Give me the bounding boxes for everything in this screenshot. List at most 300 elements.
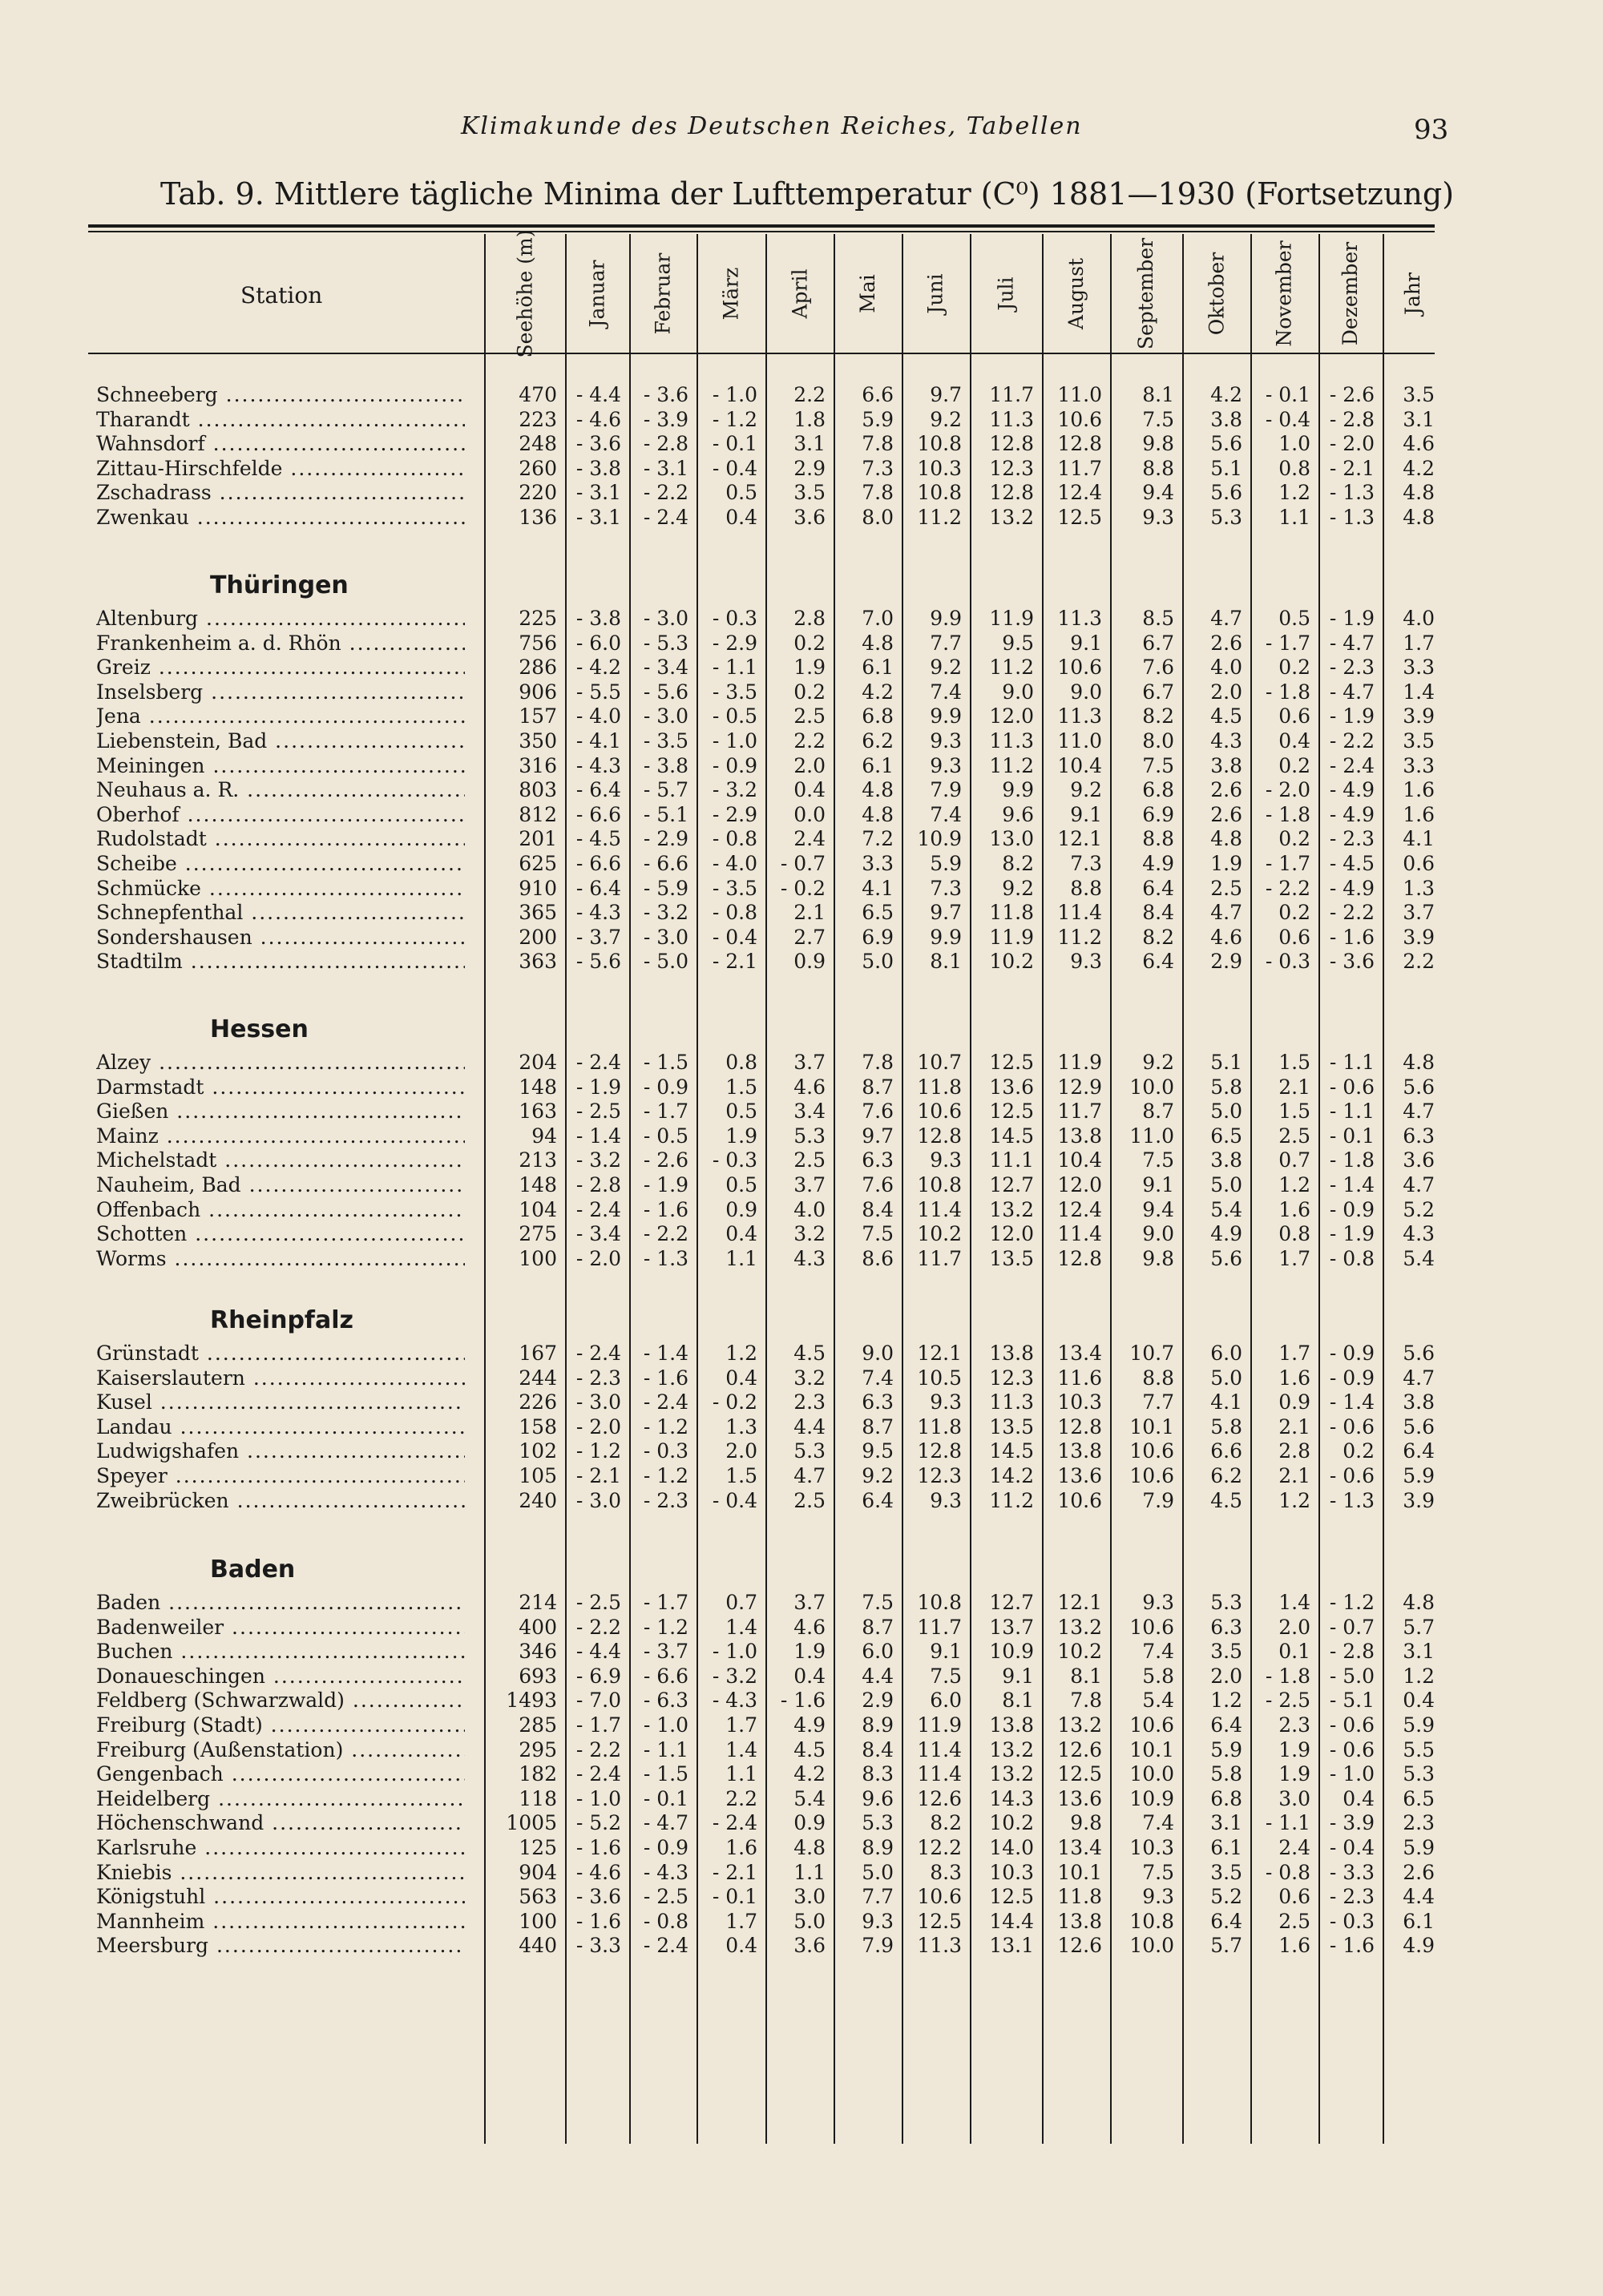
elevation-cell: 248 — [519, 432, 557, 456]
temperature-cell: 13.2 — [1057, 1615, 1102, 1639]
group-heading: Thüringen — [210, 571, 349, 599]
temperature-cell: - 3.7 — [575, 925, 621, 949]
elevation-cell: 906 — [519, 680, 557, 704]
running-head: Klimakunde des Deutschen Reiches, Tabellen — [461, 112, 1083, 140]
station-name: Nauheim, Bad ..... — [96, 1173, 465, 1196]
temperature-cell: 11.2 — [989, 1488, 1034, 1512]
temperature-cell: 13.2 — [989, 1197, 1034, 1221]
elevation-cell: 803 — [519, 778, 557, 802]
temperature-cell: - 1.4 — [575, 1124, 621, 1148]
temperature-cell: 10.6 — [1129, 1439, 1174, 1463]
temperature-cell: 6.9 — [1142, 802, 1174, 826]
temperature-cell: 9.6 — [862, 1786, 894, 1810]
temperature-cell: 4.2 — [862, 680, 894, 704]
temperature-cell: 11.8 — [917, 1075, 962, 1099]
annual-cell: 3.3 — [1403, 753, 1435, 777]
station-name: Altenburg ..... — [96, 607, 465, 630]
station-name: Kaiserslautern ..... — [96, 1366, 465, 1390]
temperature-cell: 4.4 — [862, 1664, 894, 1688]
station-name: Meiningen ..... — [96, 754, 465, 777]
temperature-cell: 0.8 — [1278, 1222, 1310, 1246]
table-row — [0, 1616, 1603, 1640]
temperature-cell: 7.6 — [862, 1173, 894, 1196]
temperature-cell: - 6.6 — [643, 1664, 688, 1688]
table-row — [0, 901, 1603, 925]
temperature-cell: 5.9 — [862, 407, 894, 431]
temperature-cell: 10.2 — [917, 1222, 962, 1246]
temperature-cell: - 0.4 — [712, 1488, 757, 1512]
temperature-cell: - 5.6 — [575, 950, 621, 974]
temperature-cell: 9.6 — [1002, 802, 1034, 826]
temperature-cell: - 0.1 — [712, 1885, 757, 1909]
station-name: Buchen ..... — [96, 1640, 465, 1663]
temperature-cell: 3.1 — [793, 432, 826, 456]
temperature-cell: - 1.9 — [1329, 1222, 1375, 1246]
annual-cell: 4.8 — [1403, 1591, 1435, 1614]
temperature-cell: - 2.5 — [1265, 1689, 1310, 1713]
temperature-cell: 8.2 — [1142, 704, 1174, 728]
temperature-cell: - 4.7 — [1329, 631, 1375, 655]
station-name: Feldberg (Schwarzwald) ..... — [96, 1689, 465, 1712]
annual-cell: 4.7 — [1403, 1100, 1435, 1124]
annual-cell: 6.5 — [1403, 1786, 1435, 1810]
temperature-cell: - 3.2 — [643, 901, 688, 925]
column-header-label: Oktober — [1205, 252, 1228, 335]
column-header — [1110, 234, 1182, 353]
temperature-cell: 6.7 — [1142, 631, 1174, 655]
annual-cell: 4.7 — [1403, 1366, 1435, 1390]
temperature-cell: 13.6 — [989, 1075, 1034, 1099]
temperature-cell: - 0.5 — [712, 704, 757, 728]
station-name: Grünstadt ..... — [96, 1342, 465, 1365]
temperature-cell: 3.0 — [1278, 1786, 1310, 1810]
temperature-cell: - 1.0 — [712, 1640, 757, 1664]
temperature-cell: - 7.0 — [575, 1689, 621, 1713]
temperature-cell: - 2.3 — [575, 1366, 621, 1390]
temperature-cell: 13.1 — [989, 1934, 1034, 1958]
table-row — [0, 1148, 1603, 1172]
temperature-cell: - 0.4 — [712, 456, 757, 480]
temperature-cell: 14.3 — [989, 1786, 1034, 1810]
annual-cell: 1.6 — [1403, 802, 1435, 826]
temperature-cell: - 0.3 — [712, 607, 757, 630]
temperature-cell: - 0.1 — [712, 432, 757, 456]
temperature-cell: 5.9 — [930, 852, 962, 875]
temperature-cell: - 2.2 — [575, 1737, 621, 1761]
temperature-cell: 0.6 — [1278, 704, 1310, 728]
table-row — [0, 1366, 1603, 1390]
temperature-cell: - 2.4 — [575, 1762, 621, 1786]
temperature-cell: 0.2 — [1278, 827, 1310, 851]
temperature-cell: 2.4 — [1278, 1836, 1310, 1859]
temperature-cell: 13.5 — [989, 1246, 1034, 1270]
column-header — [902, 234, 970, 353]
temperature-cell: 2.5 — [793, 704, 826, 728]
elevation-cell: 240 — [519, 1488, 557, 1512]
temperature-cell: 2.5 — [1278, 1909, 1310, 1933]
temperature-cell: - 0.7 — [780, 852, 826, 875]
elevation-cell: 260 — [519, 456, 557, 480]
temperature-cell: 4.0 — [793, 1197, 826, 1221]
temperature-cell: 7.5 — [930, 1664, 962, 1688]
temperature-cell: 2.0 — [793, 753, 826, 777]
temperature-cell: 8.4 — [862, 1737, 894, 1761]
station-name: Kniebis ..... — [96, 1861, 465, 1884]
temperature-cell: 12.8 — [917, 1439, 962, 1463]
station-name: Scheibe ..... — [96, 852, 465, 875]
temperature-cell: 0.9 — [793, 950, 826, 974]
temperature-cell: 11.3 — [989, 729, 1034, 753]
table-row — [0, 803, 1603, 827]
temperature-cell: - 2.4 — [712, 1811, 757, 1835]
temperature-cell: - 1.2 — [643, 1464, 688, 1487]
table-row — [0, 1222, 1603, 1246]
temperature-cell: 1.0 — [1278, 432, 1310, 456]
temperature-cell: 1.1 — [793, 1860, 826, 1884]
temperature-cell: 13.2 — [1057, 1713, 1102, 1737]
annual-cell: 0.6 — [1403, 852, 1435, 875]
temperature-cell: 8.2 — [1002, 852, 1034, 875]
temperature-cell: 9.3 — [1142, 1885, 1174, 1909]
temperature-cell: - 0.6 — [1329, 1737, 1375, 1761]
temperature-cell: 12.4 — [1057, 481, 1102, 505]
station-name: Greiz ..... — [96, 656, 465, 679]
temperature-cell: 3.5 — [793, 481, 826, 505]
temperature-cell: - 2.2 — [1329, 729, 1375, 753]
temperature-cell: 12.0 — [989, 1222, 1034, 1246]
temperature-cell: 4.2 — [793, 1762, 826, 1786]
temperature-cell: 0.4 — [725, 506, 757, 529]
temperature-cell: - 6.9 — [575, 1664, 621, 1688]
column-header-label: April — [788, 268, 811, 318]
temperature-cell: 12.0 — [989, 704, 1034, 728]
temperature-cell: - 2.1 — [1329, 456, 1375, 480]
temperature-cell: 6.6 — [862, 383, 894, 406]
temperature-cell: - 2.4 — [1329, 753, 1375, 777]
temperature-cell: 5.8 — [1210, 1075, 1242, 1099]
elevation-cell: 365 — [519, 901, 557, 925]
temperature-cell: 4.5 — [1210, 1488, 1242, 1512]
temperature-cell: 13.6 — [1057, 1464, 1102, 1487]
station-name: Stadtilm ..... — [96, 950, 465, 973]
temperature-cell: - 0.9 — [1329, 1342, 1375, 1365]
temperature-cell: 9.8 — [1142, 1246, 1174, 1270]
elevation-cell: 223 — [519, 407, 557, 431]
column-header — [629, 234, 697, 353]
annual-cell: 1.4 — [1403, 680, 1435, 704]
temperature-cell: 2.9 — [862, 1689, 894, 1713]
temperature-cell: 2.9 — [793, 456, 826, 480]
temperature-cell: 4.2 — [1210, 383, 1242, 406]
temperature-cell: - 3.2 — [712, 778, 757, 802]
temperature-cell: 5.3 — [793, 1439, 826, 1463]
temperature-cell: 6.5 — [1210, 1124, 1242, 1148]
temperature-cell: 12.1 — [1057, 827, 1102, 851]
temperature-cell: 0.5 — [725, 481, 757, 505]
temperature-cell: 1.1 — [1278, 506, 1310, 529]
temperature-cell: - 1.3 — [643, 1246, 688, 1270]
temperature-cell: - 1.7 — [643, 1591, 688, 1614]
temperature-cell: 9.0 — [862, 1342, 894, 1365]
temperature-cell: - 0.7 — [1329, 1615, 1375, 1639]
table-row — [0, 1247, 1603, 1271]
station-name: Worms ..... — [96, 1247, 465, 1270]
elevation-cell: 100 — [519, 1909, 557, 1933]
temperature-cell: 3.8 — [1210, 1148, 1242, 1172]
temperature-cell: 12.5 — [917, 1909, 962, 1933]
temperature-cell: - 1.0 — [712, 729, 757, 753]
station-name: Karlsruhe ..... — [96, 1836, 465, 1859]
temperature-cell: 6.6 — [1210, 1439, 1242, 1463]
temperature-cell: 4.7 — [793, 1464, 826, 1487]
annual-cell: 5.7 — [1403, 1615, 1435, 1639]
temperature-cell: - 5.2 — [575, 1811, 621, 1835]
temperature-cell: - 6.3 — [643, 1689, 688, 1713]
table-row — [0, 778, 1603, 802]
temperature-cell: - 0.3 — [643, 1439, 688, 1463]
annual-cell: 4.8 — [1403, 506, 1435, 529]
elevation-cell: 225 — [519, 607, 557, 630]
elevation-cell: 286 — [519, 656, 557, 680]
table-row — [0, 1689, 1603, 1713]
temperature-cell: 1.6 — [725, 1836, 757, 1859]
temperature-cell: 4.6 — [793, 1075, 826, 1099]
temperature-cell: 9.3 — [862, 1909, 894, 1933]
temperature-cell: 6.4 — [862, 1488, 894, 1512]
temperature-cell: 6.5 — [862, 901, 894, 925]
temperature-cell: - 1.6 — [1329, 1934, 1375, 1958]
temperature-cell: - 1.8 — [1265, 680, 1310, 704]
temperature-cell: 14.2 — [989, 1464, 1034, 1487]
temperature-cell: 2.1 — [1278, 1464, 1310, 1487]
temperature-cell: - 1.1 — [1329, 1100, 1375, 1124]
temperature-cell: 5.6 — [1210, 1246, 1242, 1270]
temperature-cell: 6.8 — [1142, 778, 1174, 802]
temperature-cell: 2.4 — [793, 827, 826, 851]
temperature-cell: 7.4 — [930, 802, 962, 826]
elevation-cell: 400 — [519, 1615, 557, 1639]
elevation-cell: 148 — [519, 1173, 557, 1196]
annual-cell: 3.9 — [1403, 704, 1435, 728]
temperature-cell: 11.2 — [989, 656, 1034, 680]
station-name: Inselsberg ..... — [96, 680, 465, 704]
temperature-cell: 5.1 — [1210, 456, 1242, 480]
temperature-cell: - 2.4 — [575, 1051, 621, 1074]
temperature-cell: 11.2 — [917, 506, 962, 529]
temperature-cell: - 2.4 — [643, 1390, 688, 1414]
temperature-cell: 10.6 — [1129, 1615, 1174, 1639]
group-heading: Hessen — [210, 1015, 309, 1043]
temperature-cell: - 4.2 — [575, 656, 621, 680]
temperature-cell: 13.2 — [989, 506, 1034, 529]
column-header-label: Dezember — [1339, 241, 1363, 345]
column-header — [1042, 234, 1110, 353]
temperature-cell: 4.7 — [1210, 901, 1242, 925]
temperature-cell: 1.1 — [725, 1762, 757, 1786]
temperature-cell: - 3.0 — [575, 1488, 621, 1512]
temperature-cell: 8.3 — [862, 1762, 894, 1786]
station-name: Darmstadt ..... — [96, 1075, 465, 1099]
temperature-cell: 8.1 — [1070, 1664, 1102, 1688]
temperature-cell: 6.3 — [862, 1390, 894, 1414]
temperature-cell: - 2.3 — [1329, 827, 1375, 851]
temperature-cell: - 2.6 — [1329, 383, 1375, 406]
column-header — [765, 234, 834, 353]
temperature-cell: 14.0 — [989, 1836, 1034, 1859]
temperature-cell: 5.8 — [1142, 1664, 1174, 1688]
column-header — [565, 234, 629, 353]
annual-cell: 3.7 — [1403, 901, 1435, 925]
temperature-cell: 5.0 — [1210, 1173, 1242, 1196]
temperature-cell: 10.6 — [917, 1100, 962, 1124]
temperature-cell: - 1.6 — [643, 1366, 688, 1390]
station-name: Liebenstein, Bad ..... — [96, 729, 465, 753]
temperature-cell: 0.4 — [725, 1222, 757, 1246]
annual-cell: 5.9 — [1403, 1713, 1435, 1737]
temperature-cell: 11.4 — [917, 1762, 962, 1786]
temperature-cell: - 0.4 — [1265, 407, 1310, 431]
temperature-cell: 1.9 — [1210, 852, 1242, 875]
temperature-cell: - 2.0 — [1329, 432, 1375, 456]
temperature-cell: 11.3 — [1057, 607, 1102, 630]
temperature-cell: 9.1 — [1142, 1173, 1174, 1196]
elevation-cell: 213 — [519, 1148, 557, 1172]
temperature-cell: 9.0 — [1142, 1222, 1174, 1246]
temperature-cell: 12.8 — [989, 432, 1034, 456]
temperature-cell: - 3.1 — [643, 456, 688, 480]
elevation-cell: 316 — [519, 753, 557, 777]
temperature-cell: - 2.3 — [1329, 656, 1375, 680]
temperature-cell: 7.5 — [862, 1222, 894, 1246]
temperature-cell: 8.2 — [1142, 925, 1174, 949]
station-name: Neuhaus a. R. ..... — [96, 778, 465, 801]
temperature-cell: 0.6 — [1278, 925, 1310, 949]
temperature-cell: - 4.3 — [643, 1860, 688, 1884]
annual-cell: 4.0 — [1403, 607, 1435, 630]
temperature-cell: 9.9 — [1002, 778, 1034, 802]
temperature-cell: 8.4 — [1142, 901, 1174, 925]
temperature-cell: 2.1 — [1278, 1075, 1310, 1099]
temperature-cell: - 2.4 — [575, 1197, 621, 1221]
temperature-cell: - 4.6 — [575, 407, 621, 431]
temperature-cell: - 1.5 — [643, 1762, 688, 1786]
temperature-cell: 0.1 — [1278, 1640, 1310, 1664]
temperature-cell: - 6.6 — [643, 852, 688, 875]
annual-cell: 6.1 — [1403, 1909, 1435, 1933]
station-name: Zittau-Hirschfelde ..... — [96, 457, 465, 480]
temperature-cell: 3.1 — [1210, 1811, 1242, 1835]
temperature-cell: - 2.6 — [643, 1148, 688, 1172]
temperature-cell: 5.0 — [1210, 1366, 1242, 1390]
temperature-cell: - 4.3 — [575, 753, 621, 777]
temperature-cell: - 6.4 — [575, 876, 621, 900]
annual-cell: 5.6 — [1403, 1414, 1435, 1439]
temperature-cell: 7.5 — [1142, 753, 1174, 777]
temperature-cell: - 4.4 — [575, 383, 621, 406]
temperature-cell: 0.0 — [793, 802, 826, 826]
temperature-cell: 0.7 — [725, 1591, 757, 1614]
temperature-cell: 2.2 — [793, 383, 826, 406]
temperature-cell: - 2.5 — [575, 1100, 621, 1124]
temperature-cell: 7.3 — [930, 876, 962, 900]
temperature-cell: 5.8 — [1210, 1762, 1242, 1786]
temperature-cell: 13.4 — [1057, 1342, 1102, 1365]
annual-cell: 2.3 — [1403, 1811, 1435, 1835]
station-name: Ludwigshafen ..... — [96, 1439, 465, 1463]
temperature-cell: - 1.9 — [575, 1075, 621, 1099]
temperature-cell: - 1.7 — [1265, 631, 1310, 655]
column-header-label: November — [1273, 240, 1296, 347]
annual-cell: 4.1 — [1403, 827, 1435, 851]
temperature-cell: 0.5 — [725, 1100, 757, 1124]
station-name: Mannheim ..... — [96, 1910, 465, 1933]
temperature-cell: 8.0 — [1142, 729, 1174, 753]
temperature-cell: 8.7 — [1142, 1100, 1174, 1124]
temperature-cell: 1.2 — [1278, 481, 1310, 505]
temperature-cell: 11.3 — [917, 1934, 962, 1958]
annual-cell: 1.6 — [1403, 778, 1435, 802]
station-name: Oberhof ..... — [96, 803, 465, 826]
temperature-cell: - 4.4 — [575, 1640, 621, 1664]
temperature-cell: - 0.6 — [1329, 1075, 1375, 1099]
elevation-cell: 148 — [519, 1075, 557, 1099]
annual-cell: 3.9 — [1403, 1488, 1435, 1512]
temperature-cell: 0.9 — [1278, 1390, 1310, 1414]
temperature-cell: - 0.3 — [1329, 1909, 1375, 1933]
temperature-cell: 4.8 — [793, 1836, 826, 1859]
temperature-cell: 9.9 — [930, 925, 962, 949]
temperature-cell: 12.3 — [917, 1464, 962, 1487]
table-row — [0, 1664, 1603, 1689]
temperature-cell: 12.5 — [1057, 1762, 1102, 1786]
temperature-cell: 13.5 — [989, 1414, 1034, 1439]
temperature-cell: 10.6 — [917, 1885, 962, 1909]
temperature-cell: 10.6 — [1057, 407, 1102, 431]
elevation-cell: 275 — [519, 1222, 557, 1246]
station-name: Meersburg ..... — [96, 1934, 465, 1957]
temperature-cell: 4.8 — [1210, 827, 1242, 851]
temperature-cell: 12.5 — [989, 1100, 1034, 1124]
temperature-cell: 6.3 — [862, 1148, 894, 1172]
temperature-cell: 1.5 — [725, 1464, 757, 1487]
temperature-cell: 11.8 — [917, 1414, 962, 1439]
temperature-cell: - 0.9 — [712, 753, 757, 777]
temperature-cell: 8.1 — [930, 950, 962, 974]
temperature-cell: - 1.2 — [1329, 1591, 1375, 1614]
temperature-cell: 6.0 — [930, 1689, 962, 1713]
annual-cell: 5.4 — [1403, 1246, 1435, 1270]
temperature-cell: 4.6 — [793, 1615, 826, 1639]
temperature-cell: - 2.9 — [712, 802, 757, 826]
table-row — [0, 1124, 1603, 1148]
temperature-cell: 1.7 — [1278, 1246, 1310, 1270]
temperature-cell: - 2.4 — [643, 506, 688, 529]
annual-cell: 5.6 — [1403, 1342, 1435, 1365]
temperature-cell: 5.1 — [1210, 1051, 1242, 1074]
station-name: Mainz ..... — [96, 1124, 465, 1148]
temperature-cell: - 1.1 — [643, 1737, 688, 1761]
temperature-cell: - 2.3 — [643, 1488, 688, 1512]
temperature-cell: - 4.3 — [575, 901, 621, 925]
temperature-cell: - 4.9 — [1329, 876, 1375, 900]
temperature-cell: 12.8 — [1057, 432, 1102, 456]
temperature-cell: 6.2 — [1210, 1464, 1242, 1487]
temperature-cell: 3.6 — [793, 1934, 826, 1958]
annual-cell: 5.5 — [1403, 1737, 1435, 1761]
column-header-label: Seehöhe (m) — [513, 229, 536, 357]
elevation-cell: 910 — [519, 876, 557, 900]
temperature-cell: 6.1 — [862, 753, 894, 777]
